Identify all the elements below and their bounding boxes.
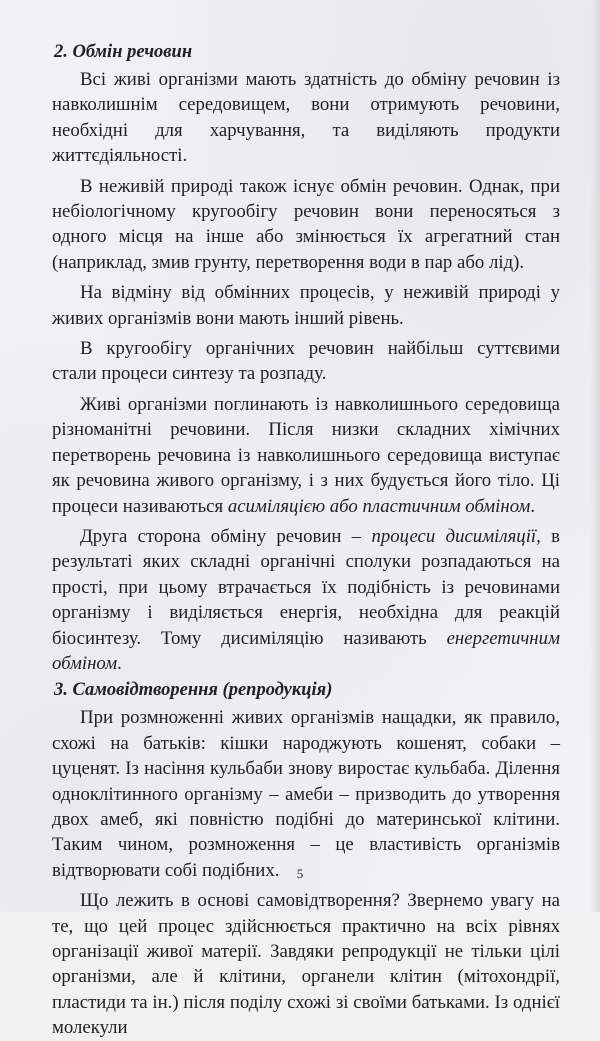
paragraph: В неживій природі також існує обмін речовин. Однак, при небіологічному кругообігу речовин вони переносяться з одного місця на інше або змінюється їх агрегатний стан (наприклад, змив грунту, перетворення води в пар або лід). [52,175,560,273]
paragraph-tail: . [530,495,536,517]
paragraph-tail: . [117,652,122,674]
section-heading-metabolism: 2. Обмін речовин [54,42,193,62]
page-edge-shadow [590,0,600,912]
paragraph-text: Живі організми поглинають із навколишнього середовища різноманітні речовини. Після низки складних хімічних перетворень речовина із навколишнього середовища виступає як речовина живого організму, і з них будується його тіло. Ці процеси називаються [52,393,560,517]
paragraph: При розмноженні живих організмів нащадки, як правило, схожі на батьків: кішки народжують кошенят, собаки – цуценят. Із насіння кульбаби знову виростає кульбаба. Ділення одноклітинного організму – амеби – призводить до утворення двох амеб, які повністю подібні до материнської клітини. Таким чином, розмноження – це властивість організмів відтворювати собі подібних. [52,707,560,881]
paragraph: Всі живі організми мають здатність до обміну речовин із навколишнім середовищем, вони отримують речовини, необхідні для харчування, та виділяють продукти життєдіяльності. [52,69,560,167]
paragraph-text: , в результаті яких складні органічні сполуки розпадаються на прості, при цьому втрачається їх подібність із речовинами організму і виділяється енергія, необхідна для реакцій біосинтезу. Тому дисиміляцію називають [52,525,560,649]
paragraph: На відміну від обмінних процесів, у неживій природі у живих організмів вони мають інший рівень. [52,282,560,329]
paragraph-assimilation [52,392,560,519]
page-text [52,40,560,1041]
paragraph-dissimilation [52,524,560,676]
term-assimilation: асиміляцією або пластичним обміном [227,495,531,517]
page-number: 5 [296,866,304,881]
section-heading-reproduction: 3. Самовідтворення (репродукція) [54,680,333,701]
term-energy-metabolism: енергетичним обміном [52,627,560,674]
term-dissimilation: процеси дисиміляції [371,525,537,547]
paragraph: В кругообігу органічних речовин найбільш суттєвими стали процеси синтезу та розпаду. [52,338,560,385]
paragraph-text: Друга сторона обміну речовин – [80,525,372,547]
paragraph: Що лежить в основі самовідтворення? Звернемо увагу на те, що цей процес здійснюється практично на всіх рівнях організації живої матерії. Завдяки репродукції не тільки цілі організми, але й клітини, органели клітин (мітохондрії, пластиди та ін.) після поділу схожі зі своїми батьками. Із однієї молекули [52,890,560,1039]
